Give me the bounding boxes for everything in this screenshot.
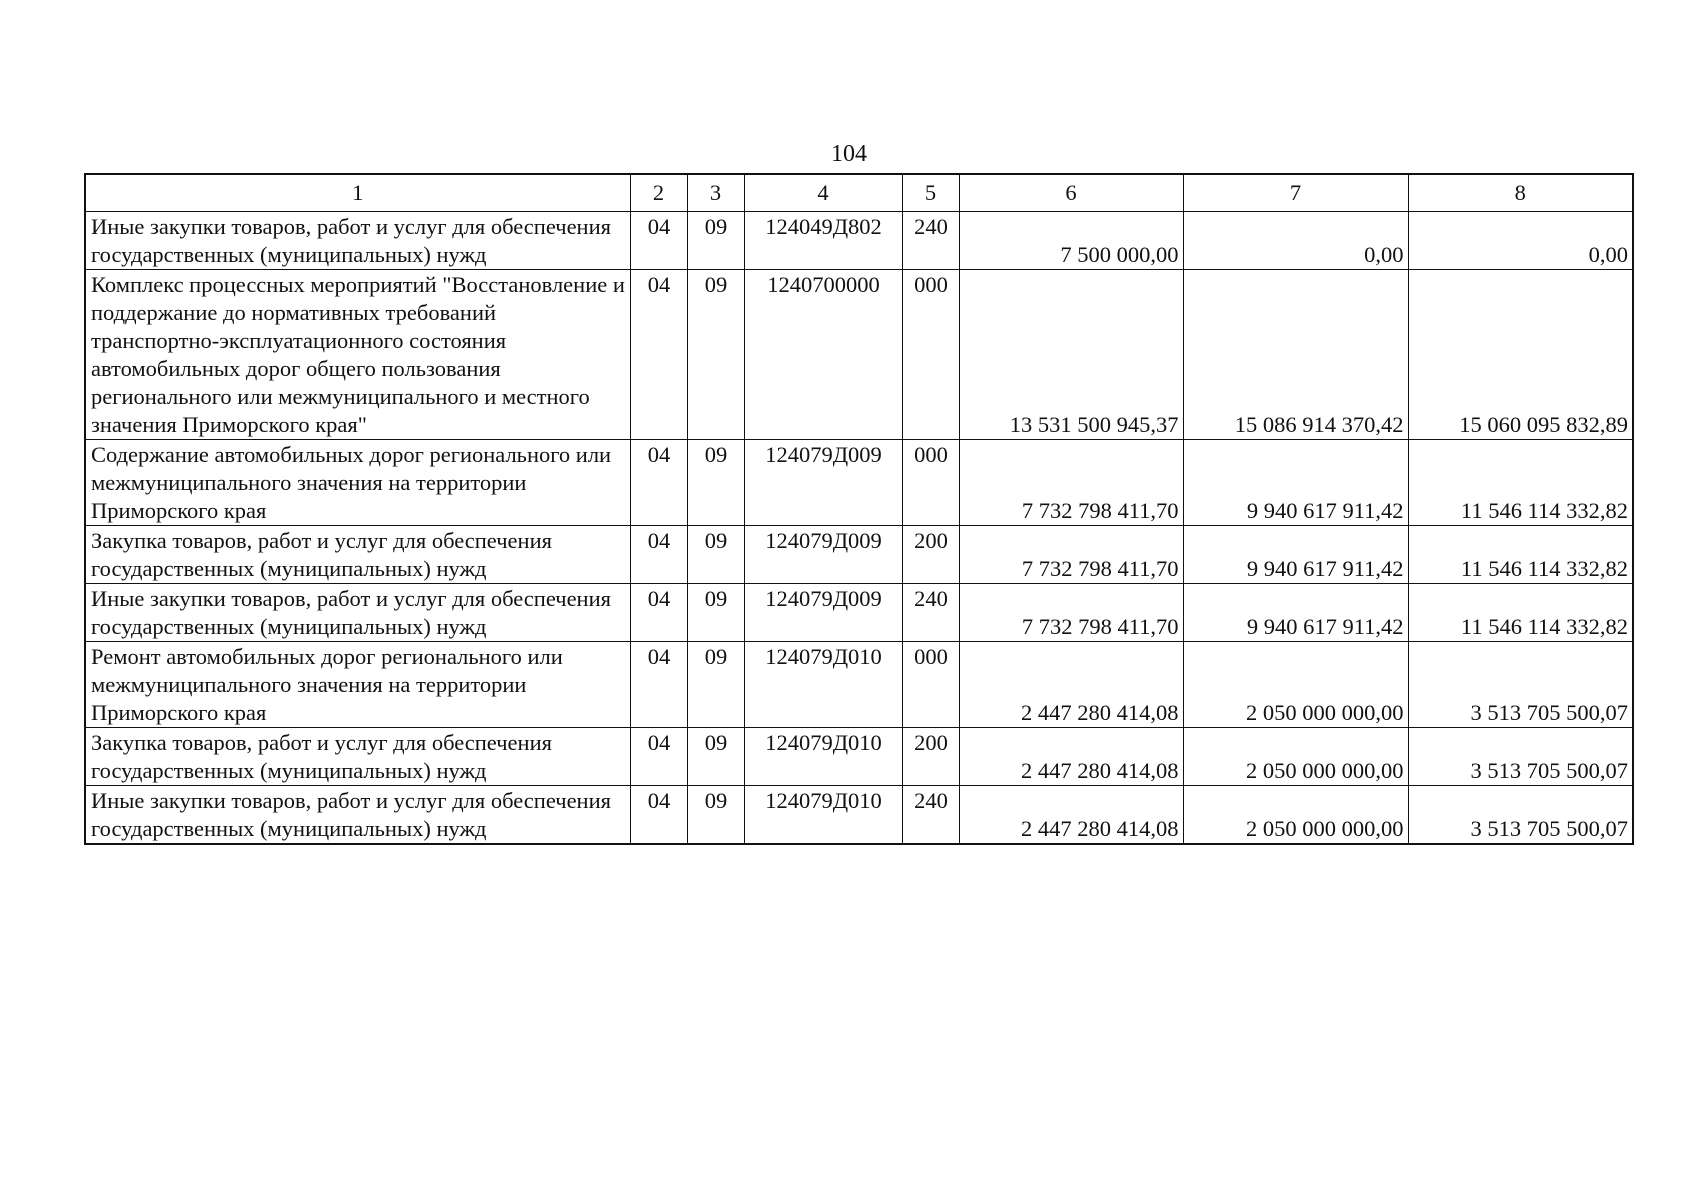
subsection-code-cell: 09 xyxy=(687,728,744,786)
section-code-cell: 04 xyxy=(630,440,687,526)
row-name-cell: Иные закупки товаров, работ и услуг для обеспечения государственных (муниципальных) нужд xyxy=(85,786,630,845)
row-name-cell: Иные закупки товаров, работ и услуг для обеспечения государственных (муниципальных) нужд xyxy=(85,584,630,642)
expense-type-cell: 000 xyxy=(902,270,959,440)
header-cell-4: 4 xyxy=(744,174,902,212)
table-row xyxy=(85,440,1633,526)
table-row xyxy=(85,270,1633,440)
amount-col7-cell: 2 050 000 000,00 xyxy=(1183,728,1408,786)
target-article-cell: 124079Д009 xyxy=(744,584,902,642)
amount-col8-cell: 3 513 705 500,07 xyxy=(1408,786,1633,845)
row-name-cell: Закупка товаров, работ и услуг для обеспечения государственных (муниципальных) нужд xyxy=(85,728,630,786)
expense-type-cell: 240 xyxy=(902,212,959,270)
subsection-code-cell: 09 xyxy=(687,440,744,526)
table-row xyxy=(85,212,1633,270)
amount-col7-cell: 0,00 xyxy=(1183,212,1408,270)
expense-type-cell: 200 xyxy=(902,526,959,584)
header-cell-2: 2 xyxy=(630,174,687,212)
budget-table xyxy=(84,173,1634,845)
table-row xyxy=(85,584,1633,642)
section-code-cell: 04 xyxy=(630,728,687,786)
subsection-code-cell: 09 xyxy=(687,526,744,584)
header-cell-8: 8 xyxy=(1408,174,1633,212)
section-code-cell: 04 xyxy=(630,786,687,845)
header-cell-5: 5 xyxy=(902,174,959,212)
target-article-cell: 124079Д010 xyxy=(744,786,902,845)
amount-col6-cell: 7 732 798 411,70 xyxy=(959,440,1183,526)
target-article-cell: 124079Д009 xyxy=(744,440,902,526)
header-cell-6: 6 xyxy=(959,174,1183,212)
amount-col8-cell: 3 513 705 500,07 xyxy=(1408,642,1633,728)
row-name-cell: Ремонт автомобильных дорог регионального или межмуниципального значения на территории Приморского края xyxy=(85,642,630,728)
page-number: 104 xyxy=(831,141,867,167)
table-row xyxy=(85,526,1633,584)
target-article-cell: 1240700000 xyxy=(744,270,902,440)
expense-type-cell: 240 xyxy=(902,786,959,845)
expense-type-cell: 200 xyxy=(902,728,959,786)
row-name-cell: Комплекс процессных мероприятий "Восстановление и поддержание до нормативных требований транспортно-эксплуатационного состояния автомобильных дорог общего пользования регионального или межмуниципального и местного значения Приморского края" xyxy=(85,270,630,440)
header-cell-1: 1 xyxy=(85,174,630,212)
section-code-cell: 04 xyxy=(630,270,687,440)
table-row xyxy=(85,728,1633,786)
amount-col8-cell: 0,00 xyxy=(1408,212,1633,270)
section-code-cell: 04 xyxy=(630,642,687,728)
target-article-cell: 124079Д009 xyxy=(744,526,902,584)
amount-col7-cell: 15 086 914 370,42 xyxy=(1183,270,1408,440)
amount-col6-cell: 13 531 500 945,37 xyxy=(959,270,1183,440)
header-cell-3: 3 xyxy=(687,174,744,212)
amount-col7-cell: 2 050 000 000,00 xyxy=(1183,786,1408,845)
amount-col6-cell: 2 447 280 414,08 xyxy=(959,642,1183,728)
expense-type-cell: 240 xyxy=(902,584,959,642)
expense-type-cell: 000 xyxy=(902,440,959,526)
expense-type-cell: 000 xyxy=(902,642,959,728)
subsection-code-cell: 09 xyxy=(687,212,744,270)
row-name-cell: Содержание автомобильных дорог регионального или межмуниципального значения на территории Приморского края xyxy=(85,440,630,526)
subsection-code-cell: 09 xyxy=(687,584,744,642)
table-row xyxy=(85,786,1633,845)
amount-col6-cell: 7 500 000,00 xyxy=(959,212,1183,270)
row-name-cell: Иные закупки товаров, работ и услуг для обеспечения государственных (муниципальных) нужд xyxy=(85,212,630,270)
amount-col8-cell: 11 546 114 332,82 xyxy=(1408,526,1633,584)
amount-col6-cell: 7 732 798 411,70 xyxy=(959,526,1183,584)
amount-col6-cell: 2 447 280 414,08 xyxy=(959,728,1183,786)
amount-col7-cell: 2 050 000 000,00 xyxy=(1183,642,1408,728)
subsection-code-cell: 09 xyxy=(687,642,744,728)
row-name-cell: Закупка товаров, работ и услуг для обеспечения государственных (муниципальных) нужд xyxy=(85,526,630,584)
amount-col8-cell: 15 060 095 832,89 xyxy=(1408,270,1633,440)
subsection-code-cell: 09 xyxy=(687,786,744,845)
amount-col8-cell: 11 546 114 332,82 xyxy=(1408,440,1633,526)
table-row xyxy=(85,642,1633,728)
section-code-cell: 04 xyxy=(630,212,687,270)
subsection-code-cell: 09 xyxy=(687,270,744,440)
section-code-cell: 04 xyxy=(630,584,687,642)
table-body xyxy=(85,174,1633,844)
target-article-cell: 124049Д802 xyxy=(744,212,902,270)
target-article-cell: 124079Д010 xyxy=(744,728,902,786)
amount-col7-cell: 9 940 617 911,42 xyxy=(1183,584,1408,642)
header-row xyxy=(85,174,1633,212)
amount-col8-cell: 11 546 114 332,82 xyxy=(1408,584,1633,642)
amount-col7-cell: 9 940 617 911,42 xyxy=(1183,526,1408,584)
amount-col8-cell: 3 513 705 500,07 xyxy=(1408,728,1633,786)
header-cell-7: 7 xyxy=(1183,174,1408,212)
amount-col6-cell: 7 732 798 411,70 xyxy=(959,584,1183,642)
amount-col7-cell: 9 940 617 911,42 xyxy=(1183,440,1408,526)
section-code-cell: 04 xyxy=(630,526,687,584)
target-article-cell: 124079Д010 xyxy=(744,642,902,728)
amount-col6-cell: 2 447 280 414,08 xyxy=(959,786,1183,845)
